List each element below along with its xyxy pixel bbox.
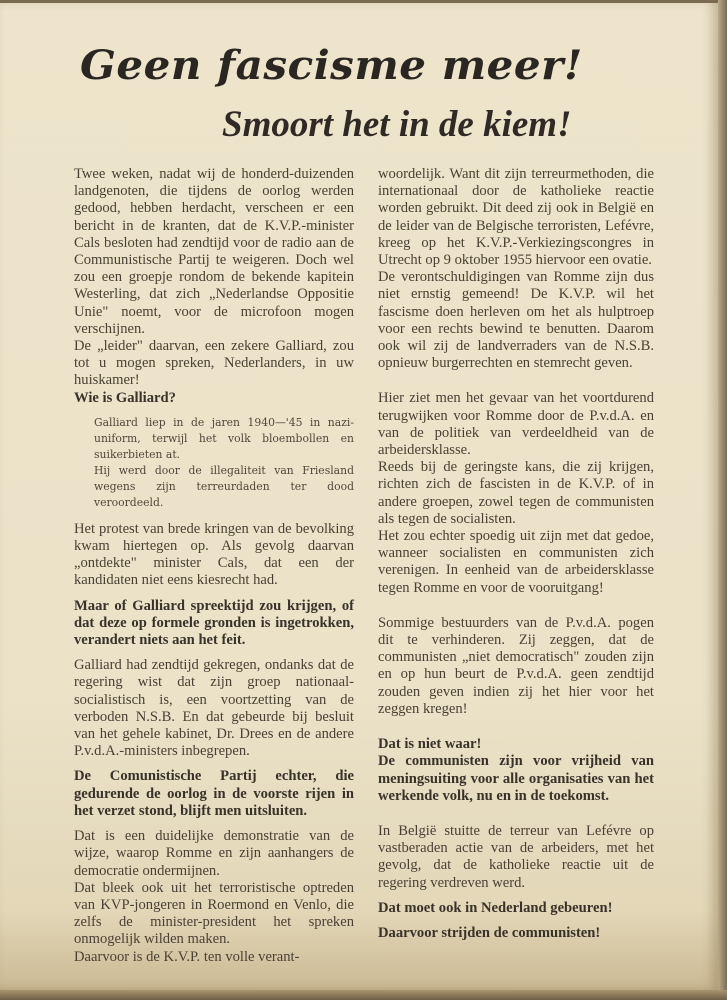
paragraph: Reeds bij de geringste kans, die zij krijgen, richten zich de fascisten in de K.V.P. of in andere groepen, zowel tegen de communisten als tegen de socialisten. — [378, 459, 654, 527]
paragraph: In België stuitte de terreur van Lefévre op vastberaden actie van de arbeiders, met het gevolg, dat de katholieke reactie uit de regering verdreven werd. — [378, 822, 654, 891]
quote-box — [94, 415, 354, 511]
paragraph: Hier ziet men het gevaar van het voortdurend terugwijken voor Romme door de P.v.d.A. en van de politiek van verdeeldheid van de arbeidersklasse. — [378, 390, 654, 459]
bold-paragraph: De Comunistische Partij echter, die gedurende de oorlog in de voorste rijen in het verzet stond, blijft men uitsluiten. — [74, 768, 354, 819]
quote-line: Galliard liep in de jaren 1940—'45 in nazi-uniform, terwijl het volk bloembollen en suikerbieten at. — [94, 415, 354, 461]
right-column — [378, 166, 654, 950]
paragraph: De verontschuldigingen van Romme zijn dus niet ernstig gemeend! De K.V.P. wil het fascisme doen herleven om het als hulptroep voor een rechts bewind te benutten. Daarom ook wil zij de landverraders van de N.S.B. opnieuw burgerrechten en stemrecht geven. — [378, 269, 654, 372]
bold-paragraph: De communisten zijn voor vrijheid van meningsuiting voor alle organisaties van het werkende volk, nu en in de toekomst. — [378, 753, 654, 804]
spacer — [378, 380, 654, 390]
bold-paragraph: Dat is niet waar! — [378, 736, 482, 753]
paragraph: Twee weken, nadat wij de honderd-duizenden landgenoten, die tijdens de oorlog werden gedood, hebben herdacht, verscheen er een bericht in de kranten, dat de K.V.P.-minister Cals besloten had zendtijd voor de radio aan de Communistische Partij te weigeren. Doch wel zou een groepje rondom de bekende kapitein Westerling, dat zich „Nederlandse Oppositie Unie" noemt, voor de microfoon mogen verschijnen. — [74, 166, 354, 337]
bold-paragraph: Dat moet ook in Nederland gebeuren! — [378, 899, 613, 916]
paragraph: woordelijk. Want dit zijn terreurmethoden, die internationaal door de katholieke reactie worden gebruikt. Dit deed zij ook in België en de leider van de Belgische terroristen, Lefévre, kreeg op het K.V.P.-Verkiezingscongres in Utrecht op 9 oktober 1955 hiervoor een ovatie. — [378, 166, 654, 269]
headline-subtitle: Smoort het in de kiem! — [222, 104, 572, 145]
subheading: Wie is Galliard? — [74, 389, 176, 406]
quote-line: Hij werd door de illegaliteit van Friesland wegens zijn terreurdaden ter dood veroordeeld. — [94, 463, 354, 509]
spacer — [378, 726, 654, 736]
bold-paragraph: Maar of Galliard spreektijd zou krijgen, of dat deze op formele gronden is ingetrokken, verandert niets aan het feit. — [74, 597, 354, 649]
paragraph: Dat is een duidelijke demonstratie van de wijze, waarop Romme en zijn aanhangers de democratie ondermijnen. — [74, 828, 354, 879]
paragraph: De „leider" daarvan, een zekere Galliard, zou tot u mogen spreken, Nederlanders, in uw huiskamer! — [74, 338, 354, 389]
headline-title: Geen fascisme meer! — [80, 42, 583, 89]
spacer — [378, 605, 654, 615]
paragraph: Daarvoor is de K.V.P. ten volle verant- — [74, 948, 300, 965]
scan-edge-bottom — [0, 990, 727, 1000]
spacer — [378, 813, 654, 823]
bold-paragraph: Daarvoor strijden de communisten! — [378, 924, 601, 941]
scan-edge-right — [718, 0, 727, 1000]
paragraph: Dat bleek ook uit het terroristische optreden van KVP-jongeren in Roermond en Venlo, die zelfs de minister-president het spreken onmogelijk wilden maken. — [74, 879, 354, 948]
paragraph: Sommige bestuurders van de P.v.d.A. pogen dit te verhinderen. Zij zeggen, dat de communisten „niet democratisch" zouden zijn en op hun beurt de P.v.d.A. geen zendtijd zouden geven indien zij het hier voor het zeggen kregen! — [378, 614, 654, 717]
paragraph: Het protest van brede kringen van de bevolking kwam hiertegen op. Als gevolg daarvan „ontdekte" minister Cals, dat een der kandidaten niet eens kiesrecht had. — [74, 520, 354, 589]
paragraph: Galliard had zendtijd gekregen, ondanks dat de regering wist dat zijn groep nationaal-socialistisch is, een voortzetting van de verboden N.S.B. En dat gebeurde bij besluit van het gehele kabinet, Dr. Drees en de andere P.v.d.A.-ministers inbegrepen. — [74, 657, 354, 760]
scan-edge-top — [0, 0, 727, 3]
paragraph: Het zou echter spoedig uit zijn met dat gedoe, wanneer socialisten en communisten zich verenigen. In eenheid van de arbeidersklasse tegen Romme en voor de vooruitgang! — [378, 528, 654, 596]
left-column — [74, 166, 354, 966]
